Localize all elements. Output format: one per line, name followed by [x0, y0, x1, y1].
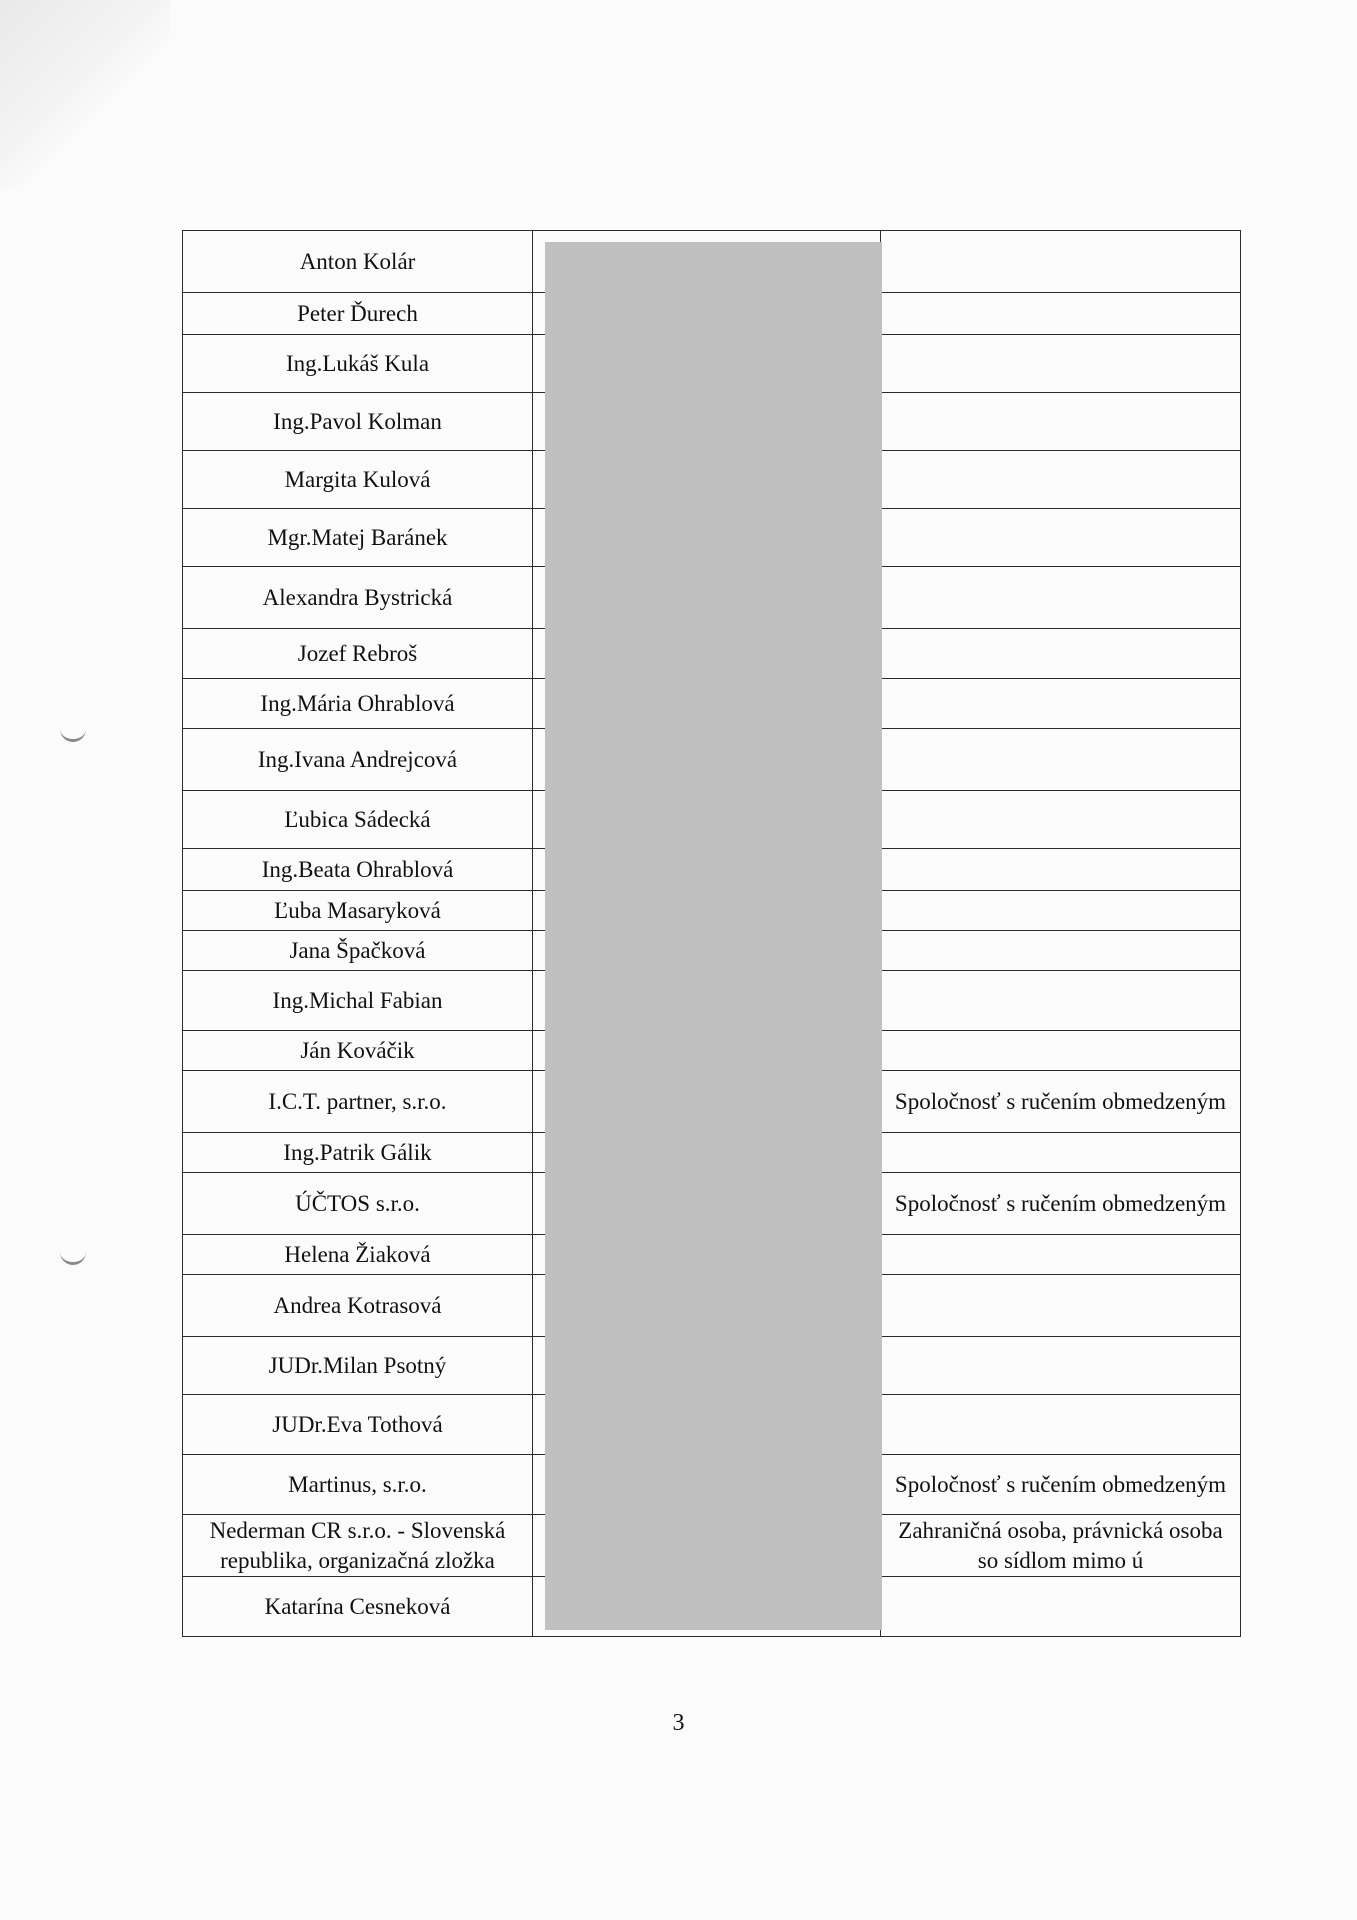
legal-form-cell [881, 1133, 1241, 1173]
entity-name-cell: I.C.T. partner, s.r.o. [183, 1071, 533, 1133]
entity-name-cell: Nederman CR s.r.o. - Slovenská republika, organizačná zložka [183, 1515, 533, 1577]
legal-form-cell: Spoločnosť s ručením obmedzeným [881, 1173, 1241, 1235]
legal-form-cell [881, 931, 1241, 971]
page-number: 3 [672, 1710, 685, 1736]
legal-form-cell [881, 1031, 1241, 1071]
entity-name-cell: Ján Kováčik [183, 1031, 533, 1071]
legal-form-cell [881, 729, 1241, 791]
legal-form-cell [881, 393, 1241, 451]
legal-form-cell [881, 451, 1241, 509]
legal-form-cell [881, 1577, 1241, 1637]
entity-name-cell: Katarína Cesneková [183, 1577, 533, 1637]
entity-name-cell: Ing.Lukáš Kula [183, 335, 533, 393]
punch-hole-top [60, 725, 86, 742]
folded-corner [0, 0, 170, 190]
entity-name-cell: Ing.Michal Fabian [183, 971, 533, 1031]
legal-form-cell [881, 509, 1241, 567]
entity-name-cell: Mgr.Matej Baránek [183, 509, 533, 567]
entity-name-cell: Ing.Patrik Gálik [183, 1133, 533, 1173]
entity-name-cell: JUDr.Eva Tothová [183, 1395, 533, 1455]
punch-hole-bottom [60, 1248, 86, 1265]
entity-name-cell: ÚČTOS s.r.o. [183, 1173, 533, 1235]
entity-name-cell: Margita Kulová [183, 451, 533, 509]
legal-form-cell [881, 1275, 1241, 1337]
entity-name-cell: Alexandra Bystrická [183, 567, 533, 629]
legal-form-cell [881, 1235, 1241, 1275]
legal-form-cell [881, 791, 1241, 849]
entity-name-cell: Martinus, s.r.o. [183, 1455, 533, 1515]
legal-form-cell [881, 629, 1241, 679]
entity-name-cell: Ľubica Sádecká [183, 791, 533, 849]
entity-name-cell: Ing.Beata Ohrablová [183, 849, 533, 891]
entity-name-cell: Andrea Kotrasová [183, 1275, 533, 1337]
entity-name-cell: JUDr.Milan Psotný [183, 1337, 533, 1395]
legal-form-cell [881, 335, 1241, 393]
entity-name-cell: Peter Ďurech [183, 293, 533, 335]
legal-form-cell [881, 971, 1241, 1031]
entity-name-cell: Ing.Ivana Andrejcová [183, 729, 533, 791]
entity-name-cell: Ing.Mária Ohrablová [183, 679, 533, 729]
legal-form-cell: Zahraničná osoba, právnická osoba so sídlom mimo ú [881, 1515, 1241, 1577]
legal-form-cell: Spoločnosť s ručením obmedzeným [881, 1455, 1241, 1515]
legal-form-cell [881, 1395, 1241, 1455]
legal-form-cell [881, 293, 1241, 335]
entity-name-cell: Jana Špačková [183, 931, 533, 971]
legal-form-cell [881, 231, 1241, 293]
entity-name-cell: Helena Žiaková [183, 1235, 533, 1275]
redacted-address-column [545, 242, 882, 1630]
legal-form-cell: Spoločnosť s ručením obmedzeným [881, 1071, 1241, 1133]
legal-form-cell [881, 679, 1241, 729]
legal-form-cell [881, 849, 1241, 891]
legal-form-cell [881, 1337, 1241, 1395]
legal-form-cell [881, 567, 1241, 629]
entity-name-cell: Ing.Pavol Kolman [183, 393, 533, 451]
legal-form-cell [881, 891, 1241, 931]
entity-name-cell: Anton Kolár [183, 231, 533, 293]
entity-name-cell: Jozef Rebroš [183, 629, 533, 679]
entity-name-cell: Ľuba Masaryková [183, 891, 533, 931]
